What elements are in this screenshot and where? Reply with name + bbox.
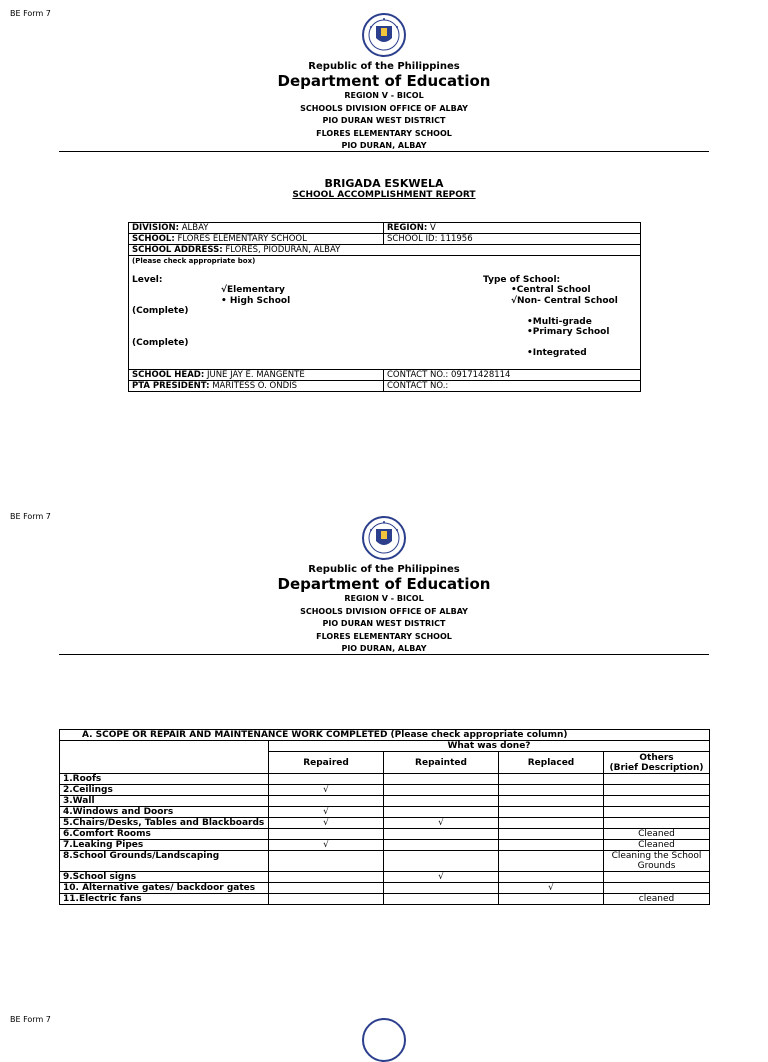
region-line: REGION V - BICOL: [344, 594, 424, 603]
district-line: PIO DURAN WEST DISTRICT: [322, 116, 446, 125]
region-label: REGION:: [387, 223, 428, 233]
head-value: JUNE JAY E. MANGENTE: [206, 370, 305, 380]
table-row: 6.Comfort Rooms Cleaned: [60, 829, 710, 840]
scope-title: A. SCOPE OR REPAIR AND MAINTENANCE WORK COMPLETED (Please check appropriate column): [60, 730, 710, 741]
header-divider: [59, 151, 709, 152]
department-line: Department of Education: [277, 575, 491, 593]
report-subtitle: SCHOOL ACCOMPLISHMENT REPORT: [292, 190, 476, 200]
pta-value: MARITESS O. ONDIS: [212, 381, 298, 391]
district-line: PIO DURAN WEST DISTRICT: [322, 619, 446, 628]
pta-contact: CONTACT NO.:: [384, 381, 641, 392]
deped-seal-icon: [362, 13, 406, 57]
table-row: 4.Windows and Doors √: [60, 807, 710, 818]
school-info-table: [128, 222, 641, 392]
what-done-header: What was done?: [269, 741, 710, 752]
division-label: DIVISION:: [132, 223, 179, 233]
table-row: 11.Electric fans cleaned: [60, 894, 710, 905]
deped-seal-icon: [362, 516, 406, 560]
check-note: (Please check appropriate box): [132, 257, 256, 265]
school-value: FLORES ELEMENTARY SCHOOL: [177, 234, 307, 244]
school-id: SCHOOL ID: 111956: [384, 234, 641, 245]
level-label: Level:: [132, 275, 163, 285]
level-high-school: • High School: [221, 296, 291, 306]
letterhead: [0, 563, 768, 656]
col-repaired: Repaired: [269, 752, 384, 774]
division-office-line: SCHOOLS DIVISION OFFICE OF ALBAY: [300, 103, 468, 113]
complete-note-1: (Complete): [132, 306, 189, 316]
form-label: BE Form 7: [10, 9, 51, 18]
table-row: 3.Wall: [60, 796, 710, 807]
table-row: 8.School Grounds/Landscaping Cleaning the School Grounds: [60, 851, 710, 872]
col-others-title: Others: [639, 752, 674, 763]
type-label: Type of School:: [483, 275, 561, 285]
table-row: 9.School signs √: [60, 872, 710, 883]
town-line: PIO DURAN, ALBAY: [341, 141, 427, 150]
report-title: BRIGADA ESKWELA: [324, 177, 444, 190]
table-row: 10. Alternative gates/ backdoor gates √: [60, 883, 710, 894]
school-label: SCHOOL:: [132, 234, 175, 244]
letterhead: [0, 60, 768, 153]
deped-seal-icon: [362, 1018, 406, 1062]
complete-note-2: (Complete): [132, 338, 189, 348]
head-contact: CONTACT NO.: 09171428114: [384, 370, 641, 381]
republic-line: Republic of the Philippines: [308, 564, 460, 575]
form-label: BE Form 7: [10, 1015, 51, 1024]
region-line: REGION V - BICOL: [344, 91, 424, 100]
col-repainted: Repainted: [384, 752, 499, 774]
table-row: 7.Leaking Pipes √ Cleaned: [60, 840, 710, 851]
department-line: Department of Education: [277, 72, 491, 90]
col-replaced: Replaced: [499, 752, 604, 774]
table-row: 2.Ceilings √: [60, 785, 710, 796]
pta-label: PTA PRESIDENT:: [132, 381, 210, 391]
form-label: BE Form 7: [10, 512, 51, 521]
col-others-desc: (Brief Description): [609, 762, 704, 773]
table-row: 1.Roofs: [60, 774, 710, 785]
type-integrated: •Integrated: [527, 348, 587, 358]
type-primary: •Primary School: [527, 327, 610, 337]
school-line: FLORES ELEMENTARY SCHOOL: [316, 128, 452, 138]
level-elementary: √Elementary: [221, 285, 285, 295]
school-line: FLORES ELEMENTARY SCHOOL: [316, 631, 452, 641]
republic-line: Republic of the Philippines: [308, 61, 460, 72]
table-row: 5.Chairs/Desks, Tables and Blackboards √ √: [60, 818, 710, 829]
header-divider: [59, 654, 709, 655]
region-value: V: [429, 223, 436, 233]
scope-table: [59, 729, 710, 905]
col-others: [604, 752, 710, 774]
division-office-line: SCHOOLS DIVISION OFFICE OF ALBAY: [300, 606, 468, 616]
division-value: ALBAY: [181, 223, 209, 233]
address-value: FLORES, PIODURAN, ALBAY: [225, 245, 341, 255]
address-label: SCHOOL ADDRESS:: [132, 245, 223, 255]
type-non-central: √Non- Central School: [511, 296, 618, 306]
head-label: SCHOOL HEAD:: [132, 370, 205, 380]
type-multigrade: •Multi-grade: [527, 317, 592, 327]
type-central: •Central School: [511, 285, 591, 295]
town-line: PIO DURAN, ALBAY: [341, 644, 427, 653]
